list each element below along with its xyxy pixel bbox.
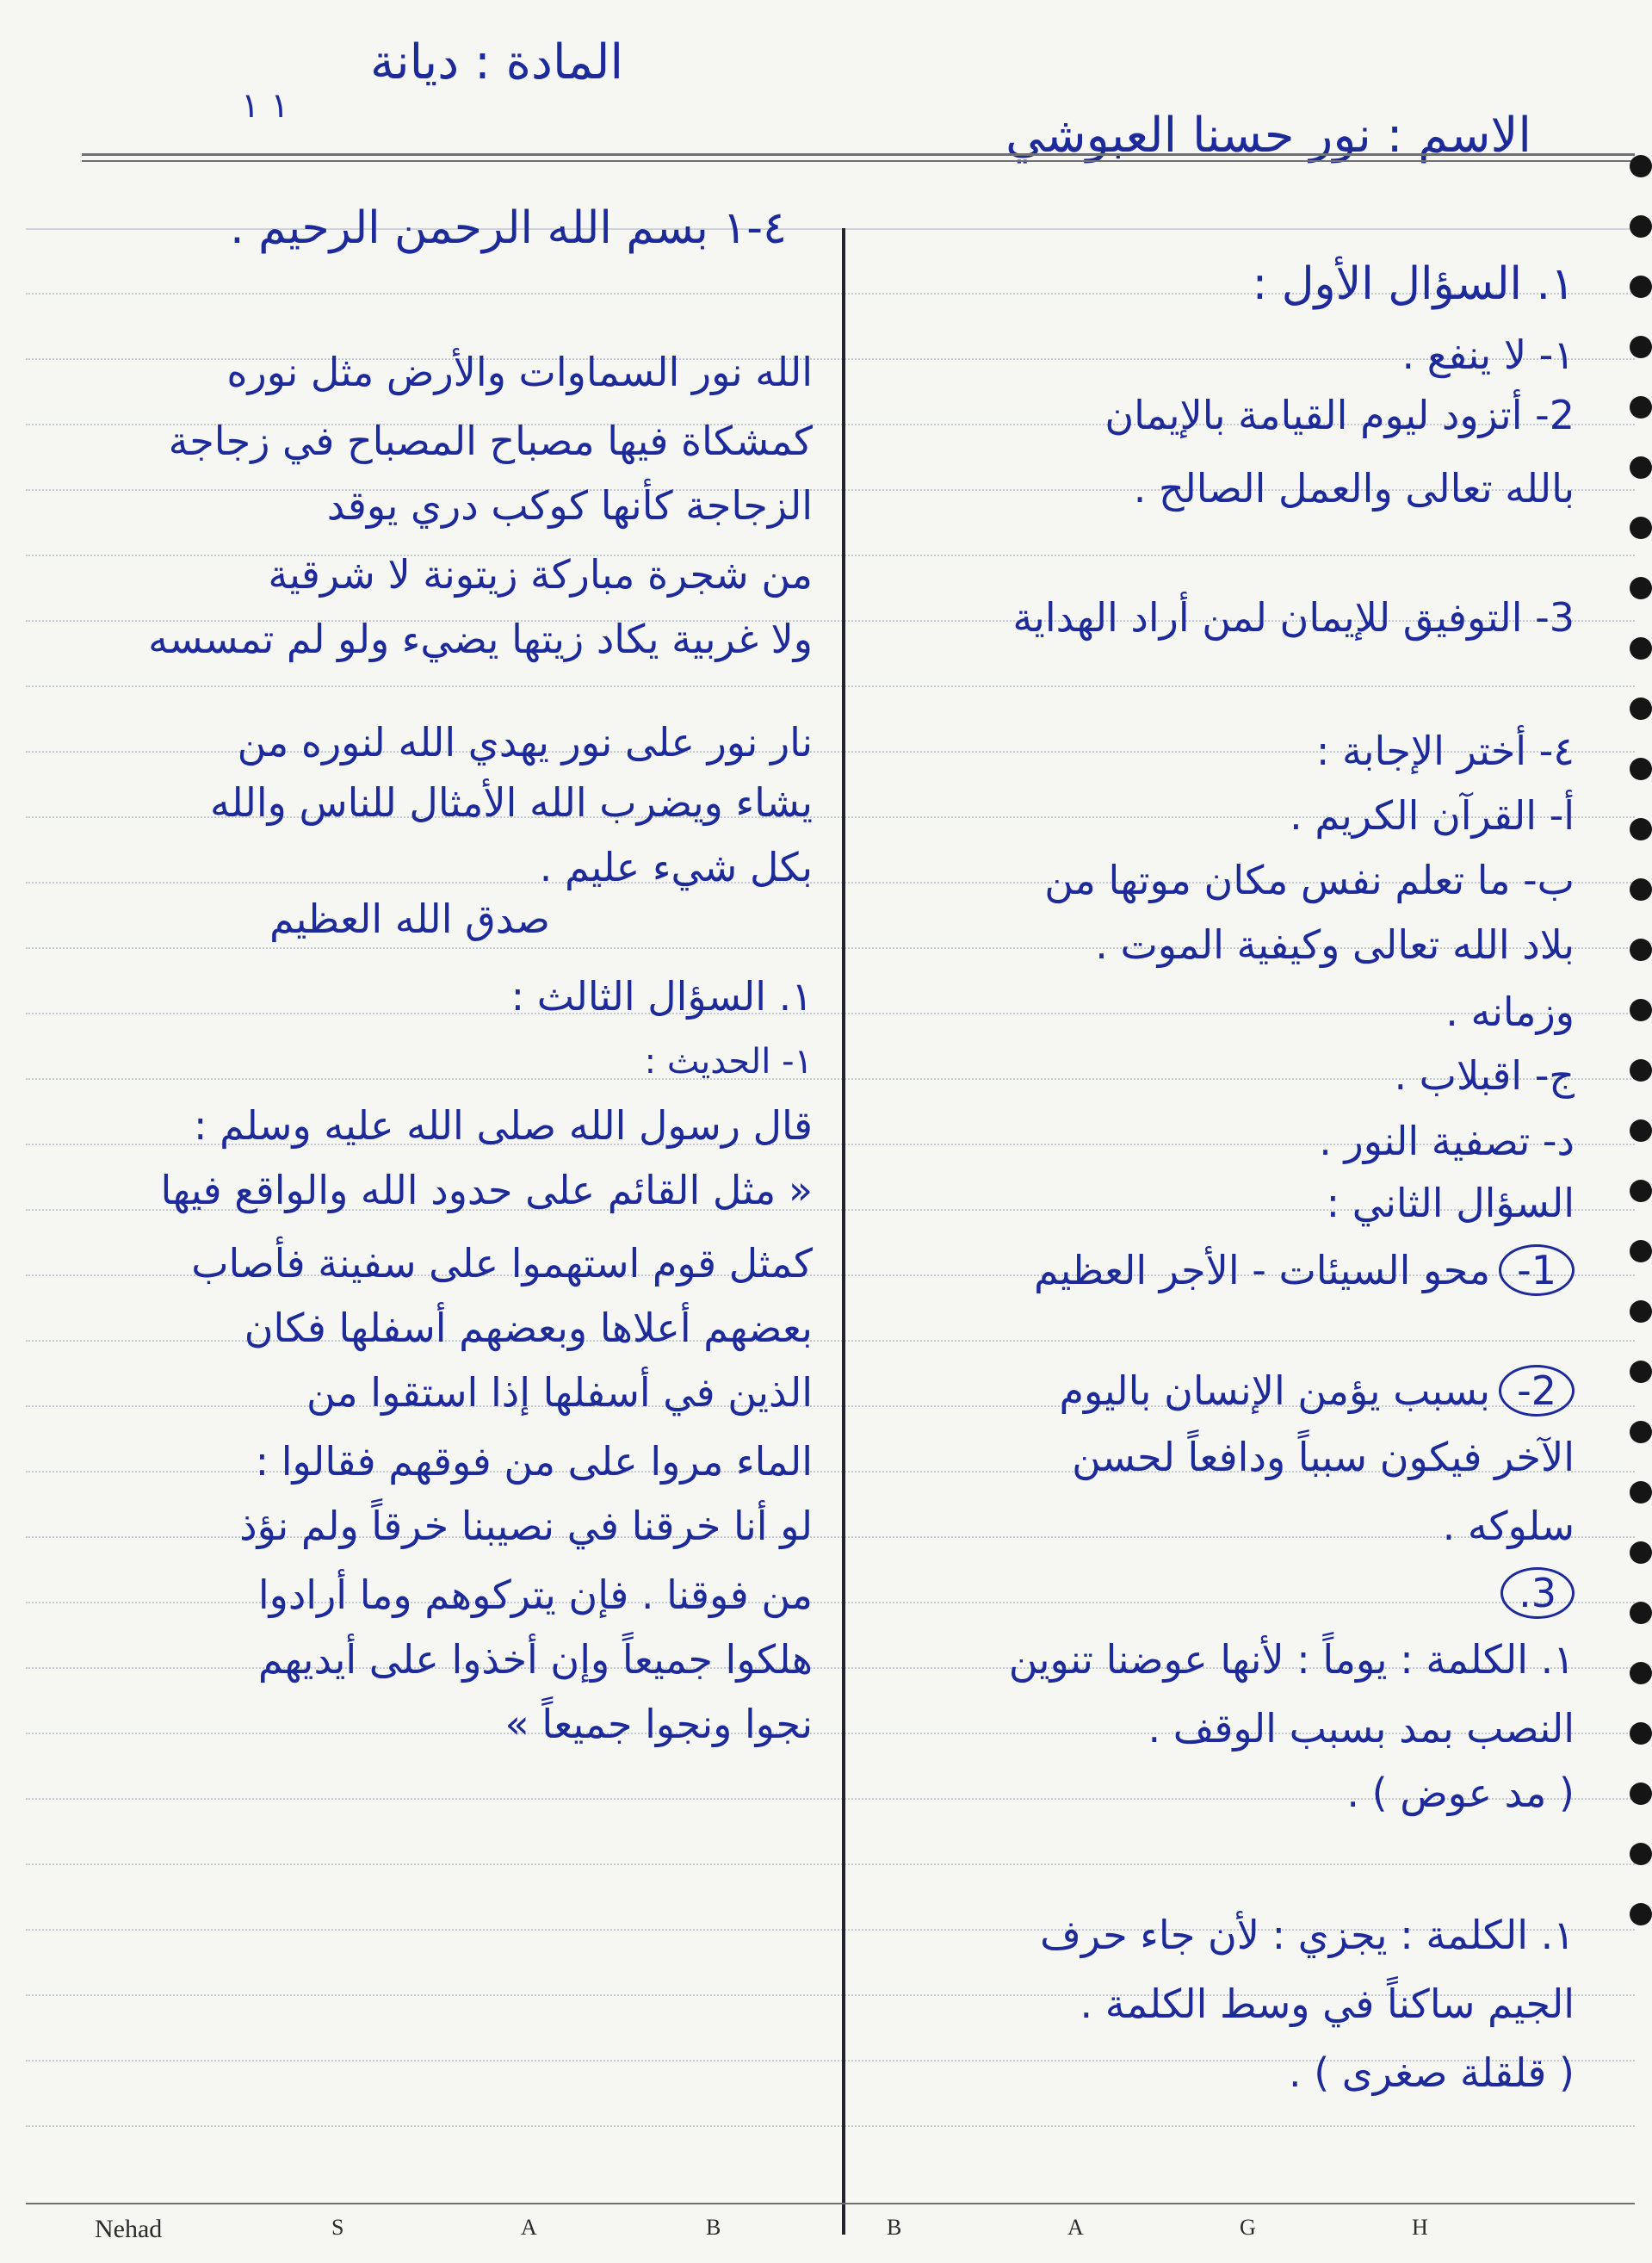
spiral-hole <box>1630 1119 1652 1142</box>
spiral-hole <box>1630 1722 1652 1745</box>
spiral-hole <box>1630 517 1652 539</box>
spiral-hole <box>1630 1180 1652 1202</box>
footer-column-letter: H <box>1412 2215 1428 2240</box>
spiral-hole <box>1630 999 1652 1021</box>
spiral-hole <box>1630 396 1652 418</box>
q1-item-4b-line2: بلاد الله تعالى وكيفية الموت . <box>1095 921 1575 968</box>
footer-rule <box>26 2203 1635 2204</box>
q2-item-2-line3: سلوكه . <box>1442 1503 1575 1549</box>
verse-line-3: الزجاجة كأنها كوكب دري يوقد <box>326 482 813 529</box>
verse-line-4: من شجرة مباركة زيتونة لا شرقية <box>268 551 813 598</box>
q1-item-4b-line3: وزمانه . <box>1445 989 1575 1035</box>
hadith-line-10: نجوا ونجوا جميعاً » <box>504 1701 813 1747</box>
q2-item-1: 1-محو السيئات - الأجر العظيم <box>1034 1244 1575 1296</box>
q2-item-1-number: 1- <box>1499 1244 1575 1296</box>
hadith-line-7: لو أنا خرقنا في نصيبنا خرقاً ولم نؤذ <box>239 1503 813 1549</box>
footer-column-letter: A <box>1067 2215 1084 2240</box>
hadith-line-1: قال رسول الله صلى الله عليه وسلم : <box>193 1102 813 1149</box>
verse-line-2: كمشكاة فيها مصباح المصباح في زجاجة <box>168 418 813 464</box>
q1-item-1: ١- لا ينفع . <box>1401 332 1575 378</box>
ruled-line <box>26 2125 1635 2127</box>
footer-column-letter: B <box>706 2215 721 2240</box>
spiral-hole <box>1630 939 1652 961</box>
spiral-hole <box>1630 276 1652 298</box>
hadith-line-5: الذين في أسفلها إذا استقوا من <box>306 1369 813 1416</box>
spiral-hole <box>1630 878 1652 901</box>
header-marks: ١ ١ <box>241 86 289 126</box>
spiral-hole <box>1630 456 1652 479</box>
spiral-binding <box>1618 155 1652 1963</box>
spiral-hole <box>1630 1240 1652 1262</box>
verse-line-7: يشاء ويضرب الله الأمثال للناس والله <box>209 779 813 826</box>
hadith-line-3: كمثل قوم استهموا على سفينة فأصاب <box>191 1240 813 1286</box>
header-rule-2 <box>82 160 1635 162</box>
hadith-line-6: الماء مروا على من فوقهم فقالوا : <box>255 1438 813 1485</box>
spiral-hole <box>1630 1421 1652 1443</box>
spiral-hole <box>1630 1782 1652 1805</box>
q1-item-4-heading: ٤- أختر الإجابة : <box>1315 728 1575 774</box>
spiral-hole <box>1630 1059 1652 1082</box>
spiral-hole <box>1630 155 1652 177</box>
q2-heading: السؤال الثاني : <box>1326 1180 1575 1226</box>
margin-divider <box>842 228 845 2235</box>
spiral-hole <box>1630 1361 1652 1383</box>
q2-item-3-line1: ١. الكلمة : يوماً : لأنها عوضنا تنوين <box>1008 1636 1575 1683</box>
hadith-line-8: من فوقنا . فإن يتركوهم وما أرادوا <box>257 1572 813 1618</box>
verse-line-1: الله نور السماوات والأرض مثل نوره <box>226 349 813 395</box>
footer-column-letter: A <box>521 2215 537 2240</box>
ruled-line <box>26 1863 1635 1865</box>
spiral-hole <box>1630 758 1652 780</box>
footer-column-letter: S <box>331 2215 344 2240</box>
hadith-line-9: هلكوا جميعاً وإن أخذوا على أيديهم <box>257 1636 813 1683</box>
spiral-hole <box>1630 818 1652 840</box>
q2-item-4-line1: ١. الكلمة : يجزي : لأن جاء حرف <box>1040 1912 1575 1958</box>
spiral-hole <box>1630 1300 1652 1323</box>
spiral-hole <box>1630 336 1652 358</box>
header-rule <box>82 153 1635 156</box>
q2-item-3-line3: ( مد عوض ) . <box>1346 1770 1575 1816</box>
q2-item-3-number: 3. <box>1500 1567 1575 1619</box>
q2-item-3 <box>1492 1567 1575 1619</box>
footer-column-letter: B <box>887 2215 902 2240</box>
q1-item-2-line2: بالله تعالى والعمل الصالح . <box>1133 465 1575 512</box>
verse-line-8: بكل شيء عليم . <box>539 844 813 890</box>
q1-item-4d: د- تصفية النور . <box>1319 1118 1575 1164</box>
footer-column-letter: G <box>1240 2215 1256 2240</box>
footer-brand: Nehad <box>95 2215 163 2243</box>
subject-heading: المادة : ديانة <box>370 34 623 90</box>
q2-item-2-line2: الآخر فيكون سبباً ودافعاً لحسن <box>1072 1434 1575 1480</box>
q3-item-1: ١- الحديث : <box>644 1042 813 1082</box>
ruled-line <box>26 685 1635 687</box>
verse-closing: صدق الله العظيم <box>269 896 550 942</box>
hadith-line-2: « مثل القائم على حدود الله والواقع فيها <box>160 1167 813 1213</box>
ruled-line <box>26 1013 1635 1014</box>
spiral-hole <box>1630 1843 1652 1865</box>
q1-item-3: 3- التوفيق للإيمان لمن أراد الهداية <box>1012 594 1575 641</box>
q2-item-4-line2: الجيم ساكناً في وسط الكلمة . <box>1080 1981 1575 2027</box>
spiral-hole <box>1630 215 1652 238</box>
q1-heading: ١. السؤال الأول : <box>1252 258 1575 310</box>
spiral-hole <box>1630 1602 1652 1624</box>
spiral-hole <box>1630 637 1652 660</box>
spiral-hole <box>1630 698 1652 720</box>
basmala-line: ٤-١ بسم الله الرحمن الرحيم . <box>230 202 787 254</box>
q3-heading: ١. السؤال الثالث : <box>510 973 813 1020</box>
verse-line-5: ولا غربية يكاد زيتها يضيء ولو لم تمسسه <box>148 616 813 662</box>
q2-item-4-line3: ( قلقلة صغرى ) . <box>1288 2049 1575 2096</box>
q2-item-2-line1: 2-بسبب يؤمن الإنسان باليوم <box>1060 1365 1575 1417</box>
q1-item-4c: ج- اقبلاب . <box>1394 1052 1575 1099</box>
ruled-line <box>26 555 1635 556</box>
spiral-hole <box>1630 577 1652 599</box>
q1-item-4a: أ- القرآن الكريم . <box>1290 792 1575 839</box>
spiral-hole <box>1630 1903 1652 1925</box>
hadith-line-4: بعضهم أعلاها وبعضهم أسفلها فكان <box>244 1305 813 1351</box>
spiral-hole <box>1630 1481 1652 1504</box>
spiral-hole <box>1630 1662 1652 1684</box>
q2-item-3-line2: النصب بمد بسبب الوقف . <box>1148 1705 1575 1752</box>
verse-line-6: نار نور على نور يهدي الله لنوره من <box>237 719 813 766</box>
q1-item-2-line1: 2- أتزود ليوم القيامة بالإيمان <box>1104 392 1575 438</box>
spiral-hole <box>1630 1541 1652 1564</box>
q2-item-2-number: 2- <box>1499 1365 1575 1417</box>
student-name: الاسم : نور حسنا العبوشي <box>1005 108 1531 164</box>
q1-item-4b-line1: ب- ما تعلم نفس مكان موتها من <box>1044 857 1575 903</box>
